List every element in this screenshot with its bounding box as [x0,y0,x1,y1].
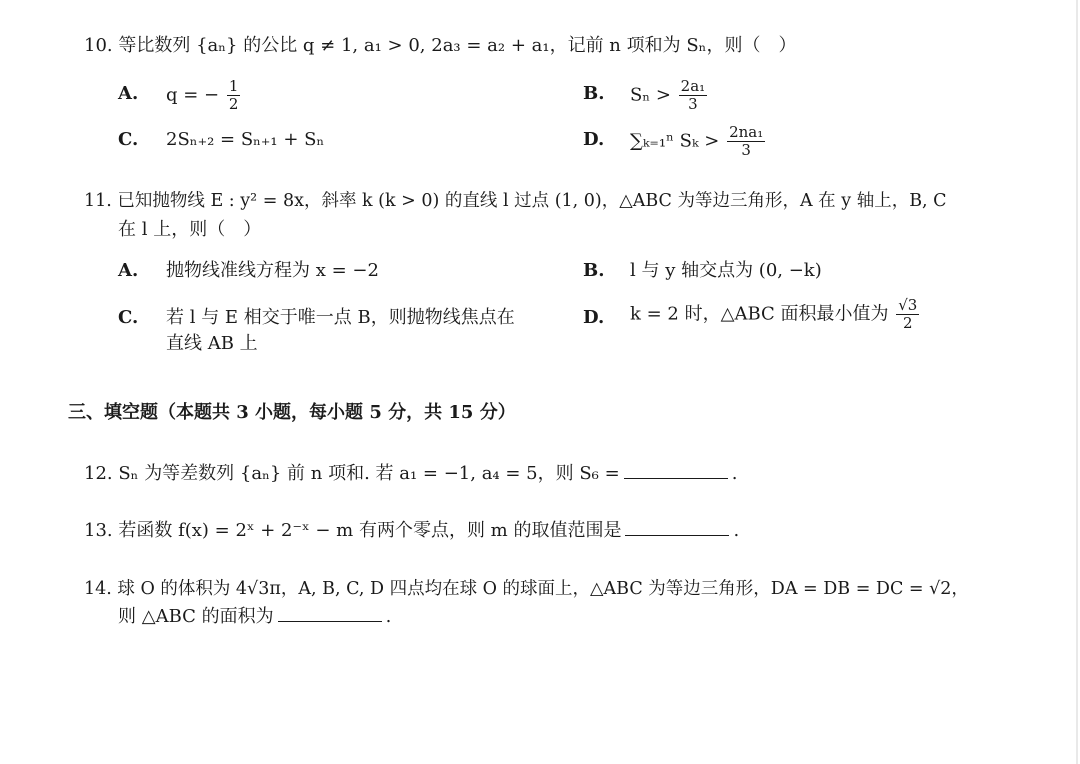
q14-line2-text: 则 △ABC 的面积为 [118,606,274,627]
page-edge-divider [1076,0,1078,764]
q11-option-c-label: C. [118,307,139,328]
q12-text: 12. Sₙ 为等差数列 {aₙ} 前 n 项和. 若 a₁ = −1, a₄ = 5，则 S₆ = [84,463,620,484]
fraction-numerator: 1 [228,77,239,95]
q11-option-a-label: A. [118,260,139,281]
q11-option-d-fraction [896,297,919,332]
q10-option-d [630,124,767,159]
fraction-denominator: 2 [903,314,913,332]
q10-option-a-fraction [227,78,241,113]
q13-answer-blank [625,519,729,536]
q11-option-a: 抛物线准线方程为 x = −2 [166,260,379,281]
q11-option-c-line1: 若 l 与 E 相交于唯一点 B，则抛物线焦点在 [166,307,515,328]
q13-text: 13. 若函数 f(x) = 2ˣ + 2⁻ˣ − m 有两个零点，则 m 的取值范围是 [84,520,622,541]
fraction-denominator: 3 [688,95,698,113]
q10-option-b-fraction [679,78,708,113]
q10-stem: 10. 等比数列 {aₙ} 的公比 q ≠ 1, a₁ > 0, 2a₃ = a₂ + a₁，记前 n 项和为 Sₙ，则（ ） [84,35,797,56]
q14-line2 [118,605,391,629]
q10-option-a [166,78,242,113]
q11-option-d-lhs: k = 2 时，△ABC 面积最小值为 [630,303,889,325]
fraction-denominator: 2 [228,95,239,113]
q14-end: . [385,606,392,627]
q14-line1: 14. 球 O 的体积为 4√3π，A, B, C, D 四点均在球 O 的球面上，△ABC 为等边三角形，DA = DB = DC = √2， [84,579,969,599]
q10-option-a-label: A. [118,83,139,104]
q10-option-b-lhs: Sₙ > [630,84,671,106]
q11-stem-line2: 在 l 上，则（ ） [118,219,262,240]
q11-option-c-line2: 直线 AB 上 [166,333,258,354]
fraction-denominator: 3 [741,141,751,159]
fraction-numerator: √3 [898,296,918,314]
section-title: 三、填空题（本题共 3 小题，每小题 5 分，共 15 分） [68,402,516,423]
q13-end: . [733,520,740,541]
q12-end: . [731,463,738,484]
q11-option-b: l 与 y 轴交点为 (0, −k) [630,260,822,281]
q10-option-c: 2Sₙ₊₂ = Sₙ₊₁ + Sₙ [166,129,325,150]
q10-option-c-label: C. [118,129,139,150]
q12 [84,462,737,486]
q10-option-b [630,78,709,113]
q10-option-d-fraction [727,124,765,159]
fraction-numerator: 2na₁ [729,123,764,141]
q11-option-d [630,297,921,332]
q10-option-d-label: D. [583,129,605,150]
q10-option-a-lhs: q = − [166,84,220,106]
q12-answer-blank [624,462,728,479]
q11-option-d-label: D. [583,307,605,328]
fraction-numerator: 2a₁ [680,77,706,95]
q10-option-b-label: B. [583,83,605,104]
q10-option-d-lhs: ∑ₖ₌₁ⁿ Sₖ > [630,130,720,152]
q13 [84,519,739,543]
q14-answer-blank [278,605,382,622]
q11-stem-line1: 11. 已知抛物线 E : y² = 8x，斜率 k (k > 0) 的直线 l 过点 (1, 0)，△ABC 为等边三角形，A 在 y 轴上，B, C [84,191,947,211]
q11-option-b-label: B. [583,260,605,281]
